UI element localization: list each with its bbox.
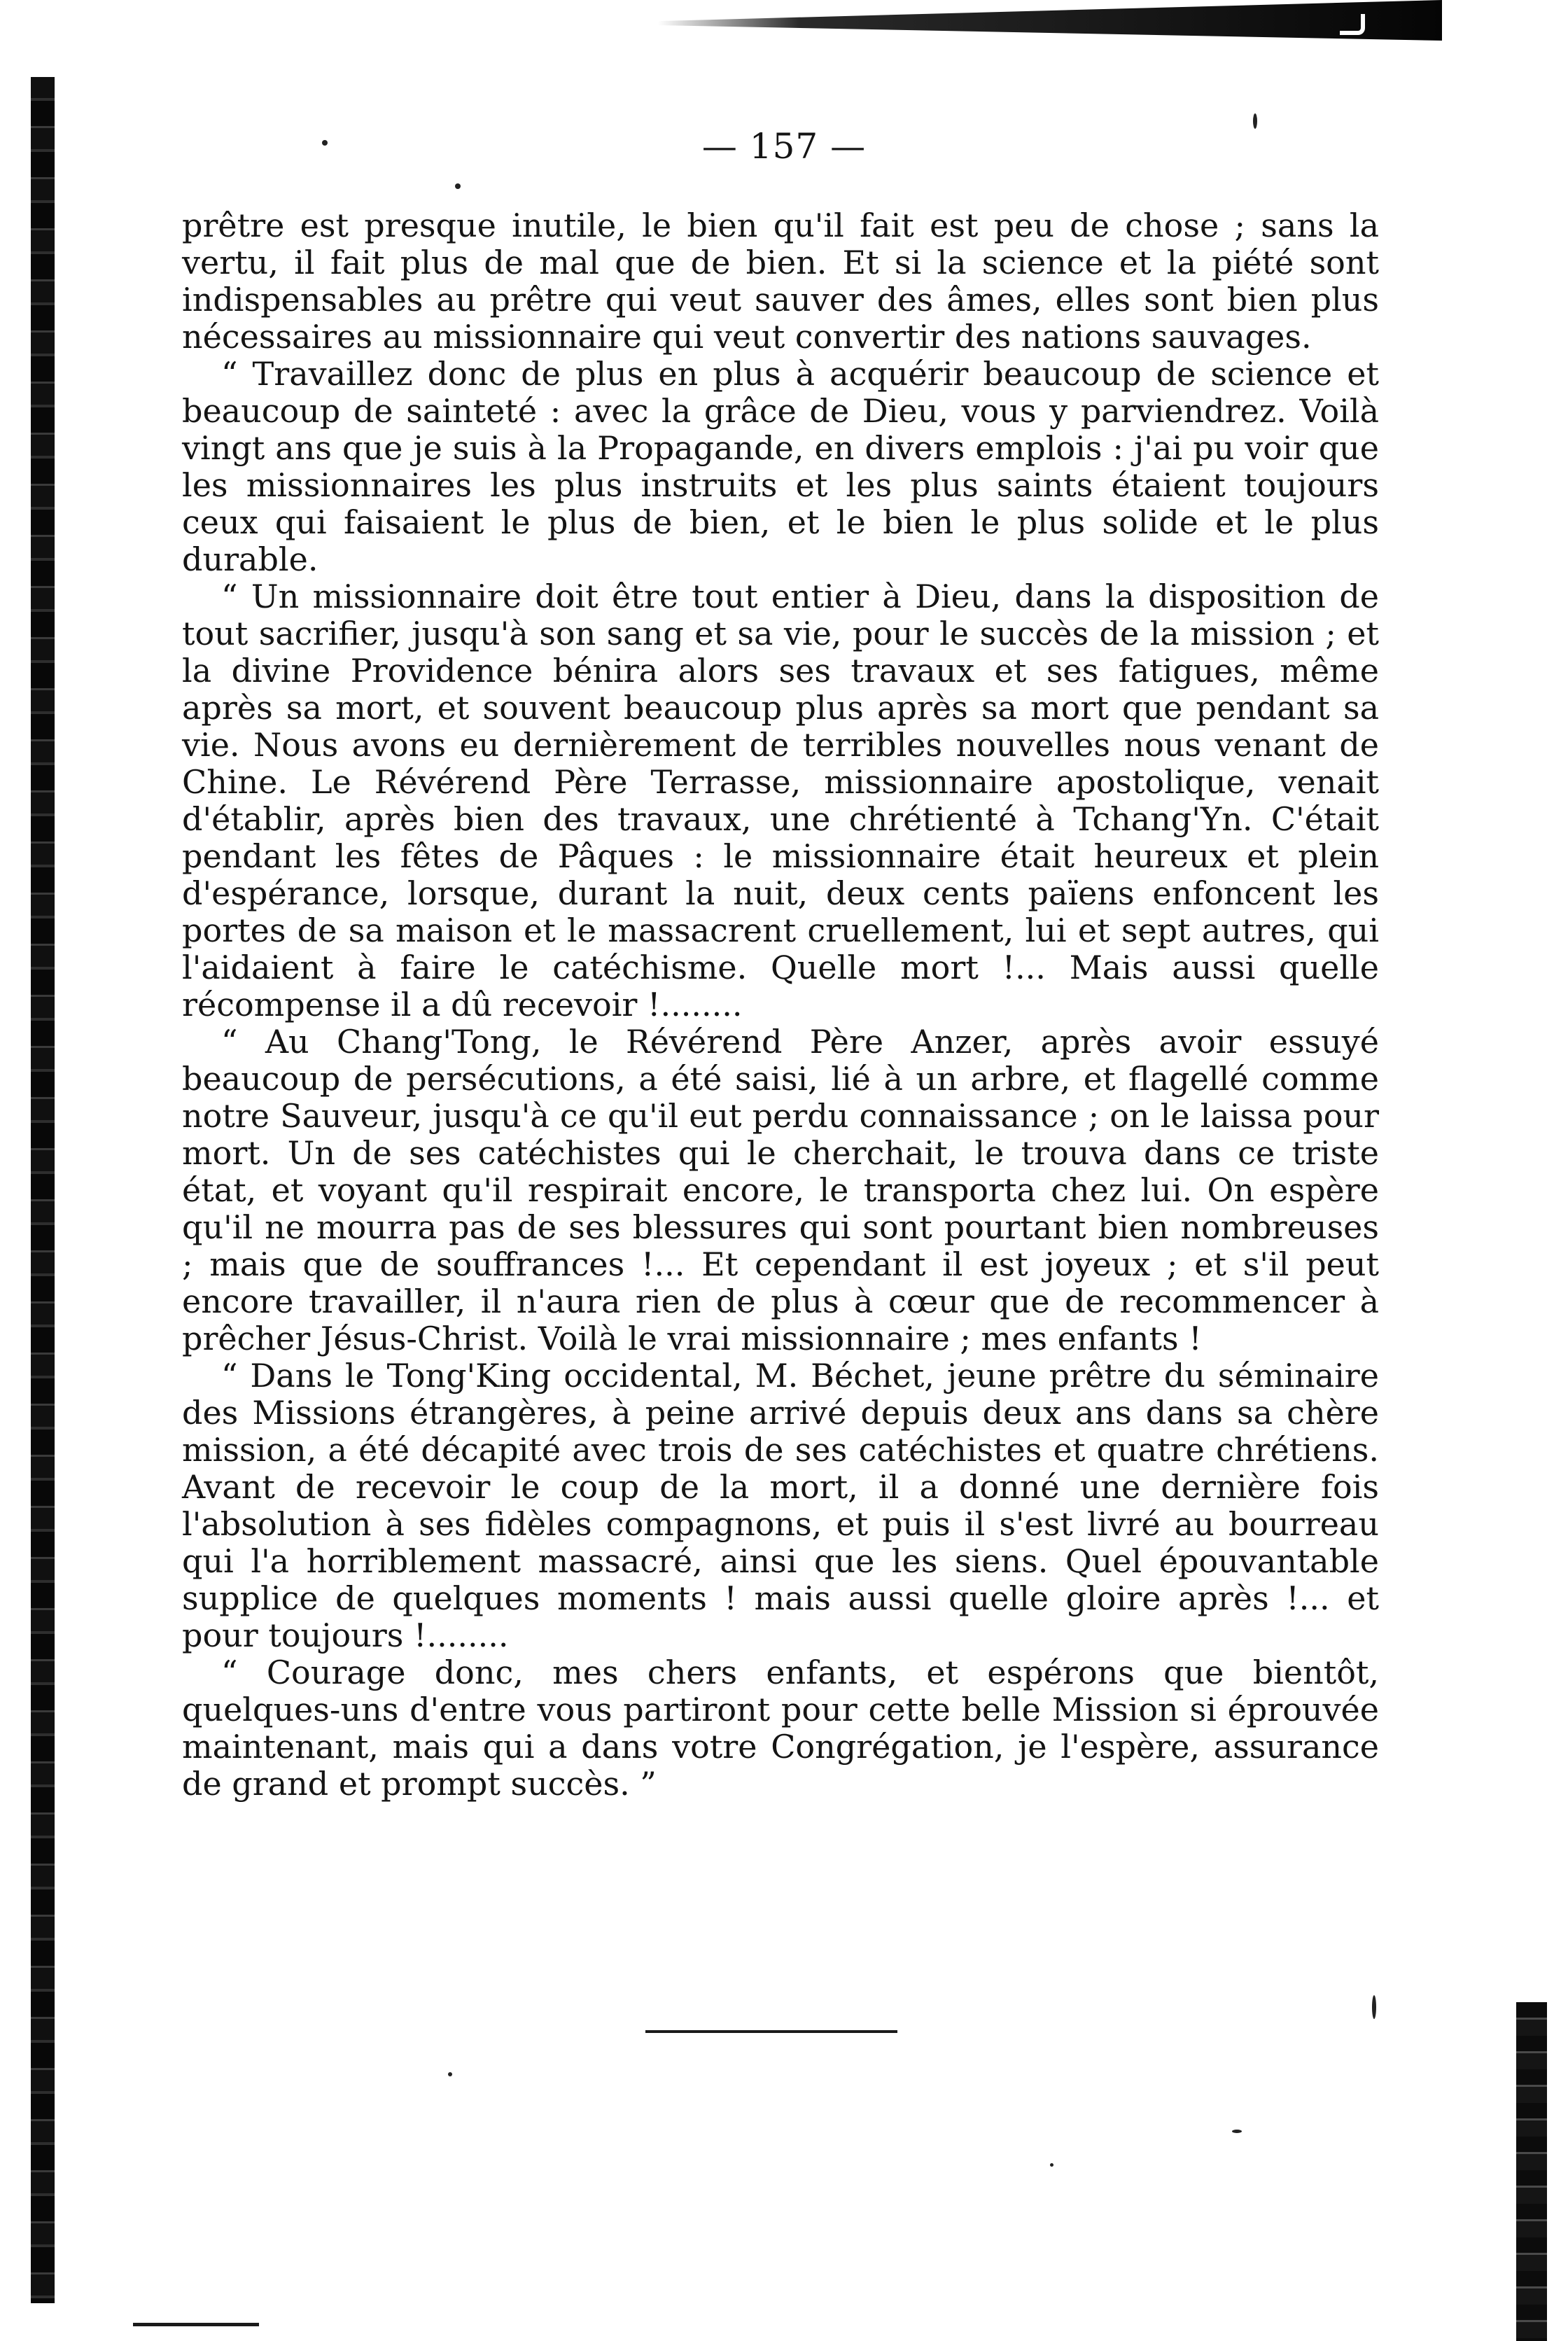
- page-number: — 157 —: [701, 126, 867, 167]
- scan-edge-left: [31, 77, 55, 2303]
- paragraph: prêtre est presque inutile, le bien qu'il fait est peu de chose ; sans la vertu, il fait plus de mal que de bien. Et si la science et la piété sont indispensables au prêtre qui veut sauver des âmes, elles sont bien plus nécessaires au missionnaire qui veut convertir des nations sauvages.: [182, 207, 1379, 356]
- scan-speck: [448, 2072, 452, 2076]
- section-rule: [645, 2030, 897, 2033]
- paragraph: “ Travaillez donc de plus en plus à acquérir beaucoup de science et beaucoup de sainteté : avec la grâce de Dieu, vous y parviendrez. Voilà vingt ans que je suis à la Propagande, en divers emplois : j'ai pu voir que les missionnaires les plus instruits et les plus saints étaient toujours ceux qui faisaient le plus de bien, et le bien le plus solide et le plus durable.: [182, 355, 1379, 578]
- scan-speck: [1372, 1995, 1376, 2019]
- scan-speck: [1050, 2163, 1054, 2167]
- paragraph: “ Un missionnaire doit être tout entier à Dieu, dans la disposition de tout sacrifier, jusqu'à son sang et sa vie, pour le succès de la mission ; et la divine Providence bénira alors ses travaux et ses fatigues, même après sa mort, et souvent beaucoup plus après sa mort que pendant sa vie. Nous avons eu dernièrement de terribles nouvelles nous venant de Chine. Le Révérend Père Terrasse, missionnaire apostolique, venait d'établir, après bien des travaux, une chrétienté à Tchang'Yn. C'était pendant les fêtes de Pâques : le missionnaire était heureux et plein d'espérance, lorsque, durant la nuit, deux cents païens enfoncent les portes de sa maison et le massacrent cruellement, lui et sept autres, qui l'aidaient à faire le catéchisme. Quelle mort !... Mais aussi quelle récompense il a dû recevoir !........: [182, 578, 1379, 1023]
- paragraph: “ Courage donc, mes chers enfants, et espérons que bientôt, quelques-uns d'entre vous partiront pour cette belle Mission si éprouvée maintenant, mais qui a dans votre Congrégation, je l'espère, assurance de grand et prompt succès. ”: [182, 1654, 1379, 1803]
- paragraph: “ Dans le Tong'King occidental, M. Béchet, jeune prêtre du séminaire des Missions étrangères, à peine arrivé depuis deux ans dans sa chère mission, a été décapité avec trois de ses catéchistes et quatre chrétiens. Avant de recevoir le coup de la mort, il a donné une dernière fois l'absolution à ses fidèles compagnons, et puis il s'est livré au bourreau qui l'a horriblement massacré, ainsi que les siens. Quel épouvantable supplice de quelques moments ! mais aussi quelle gloire après !... et pour toujours !........: [182, 1357, 1379, 1654]
- scan-mark-bottom: [133, 2323, 259, 2326]
- scan-speck: [455, 183, 461, 189]
- paragraph: “ Au Chang'Tong, le Révérend Père Anzer, après avoir essuyé beaucoup de persécutions, a été saisi, lié à un arbre, et flagellé comme notre Sauveur, jusqu'à ce qu'il eut perdu connaissance ; on le laissa pour mort. Un de ses catéchistes qui le cherchait, le trouva dans ce triste état, et voyant qu'il respirait encore, le transporta chez lui. On espère qu'il ne mourra pas de ses blessures qui sont pourtant bien nombreuses ; mais que de souffrances !... Et cependant il est joyeux ; et s'il peut encore travailler, il n'aura rien de plus à cœur que de recommencer à prêcher Jésus-Christ. Voilà le vrai missionnaire ; mes enfants !: [182, 1023, 1379, 1357]
- body-text: [182, 207, 1379, 1803]
- scan-speck: [1232, 2130, 1242, 2133]
- scan-edge-right: [1516, 2002, 1547, 2341]
- scan-edge-top: [658, 0, 1442, 41]
